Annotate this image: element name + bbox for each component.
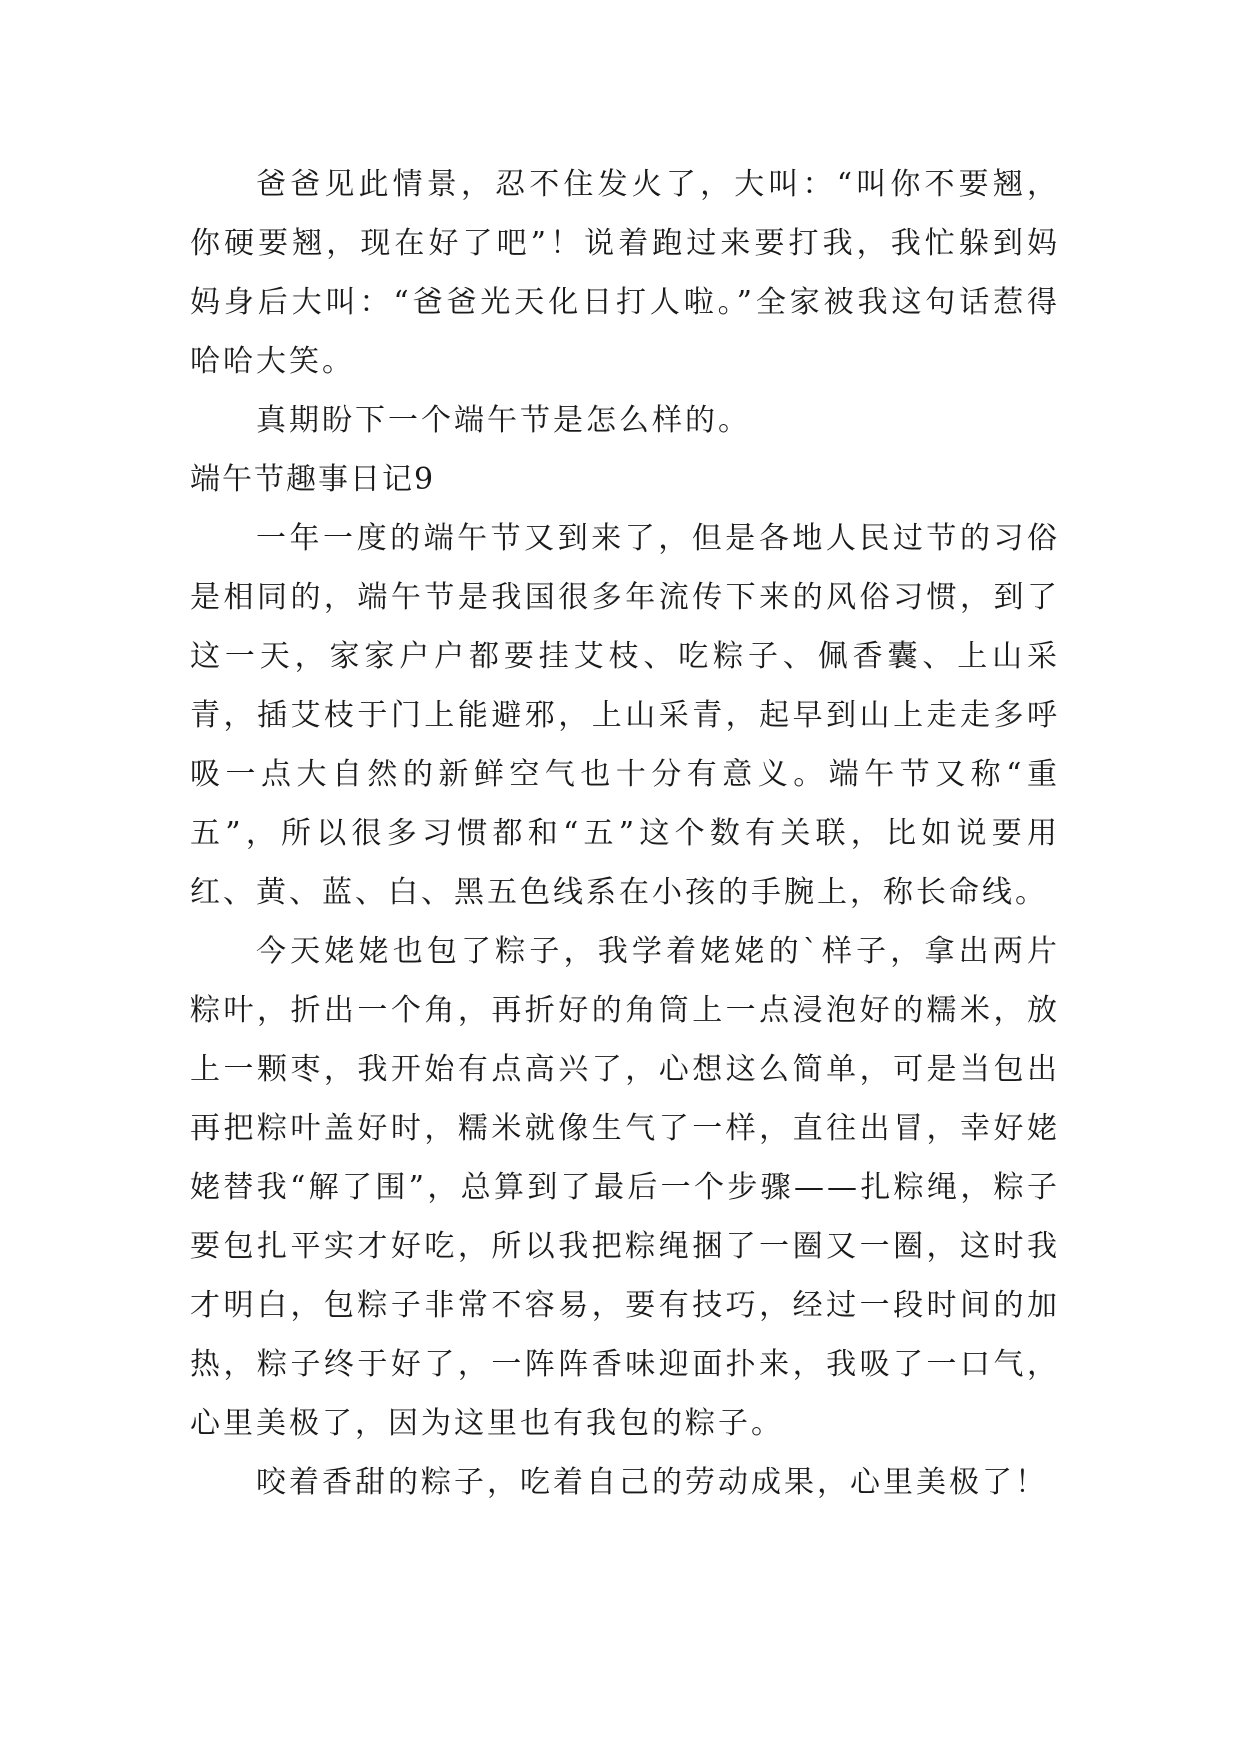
paragraph: 今天姥姥也包了粽子，我学着姥姥的`样子，拿出两片粽叶，折出一个角，再折好的角筒上一点浸泡好的糯米，放上一颗枣，我开始有点高兴了，心想这么简单，可是当包出再把粽叶盖好时，糯米就像生气了一样，直往出冒，幸好姥姥替我“解了围”，总算到了最后一个步骤——扎粽绳，粽子要包扎平实才好吃，所以我把粽绳捆了一圈又一圈，这时我才明白，包粽子非常不容易，要有技巧，经过一段时间的加热，粽子终于好了，一阵阵香味迎面扑来，我吸了一口气，心里美极了，因为这里也有我包的粽子。 bbox=[190, 934, 1060, 1441]
paragraph: 爸爸见此情景，忍不住发火了，大叫：“叫你不要翘，你硬要翘，现在好了吧”！说着跑过来要打我，我忙躲到妈妈身后大叫：“爸爸光天化日打人啦。”全家被我这句话惹得哈哈大笑。 bbox=[190, 167, 1060, 379]
paragraph: 真期盼下一个端午节是怎么样的。 bbox=[256, 403, 751, 438]
document-body bbox=[190, 155, 1060, 1512]
paragraph: 咬着香甜的粽子，吃着自己的劳动成果，心里美极了！ bbox=[256, 1465, 1048, 1500]
paragraph: 一年一度的端午节又到来了，但是各地人民过节的习俗是相同的，端午节是我国很多年流传下来的风俗习惯，到了这一天，家家户户都要挂艾枝、吃粽子、佩香囊、上山采青，插艾枝于门上能避邪，上山采青，起早到山上走走多呼吸一点大自然的新鲜空气也十分有意义。端午节又称“重五”，所以很多习惯都和“五”这个数有关联，比如说要用红、黄、蓝、白、黑五色线系在小孩的手腕上，称长命线。 bbox=[190, 521, 1060, 910]
section-heading: 端午节趣事日记9 bbox=[190, 462, 436, 497]
